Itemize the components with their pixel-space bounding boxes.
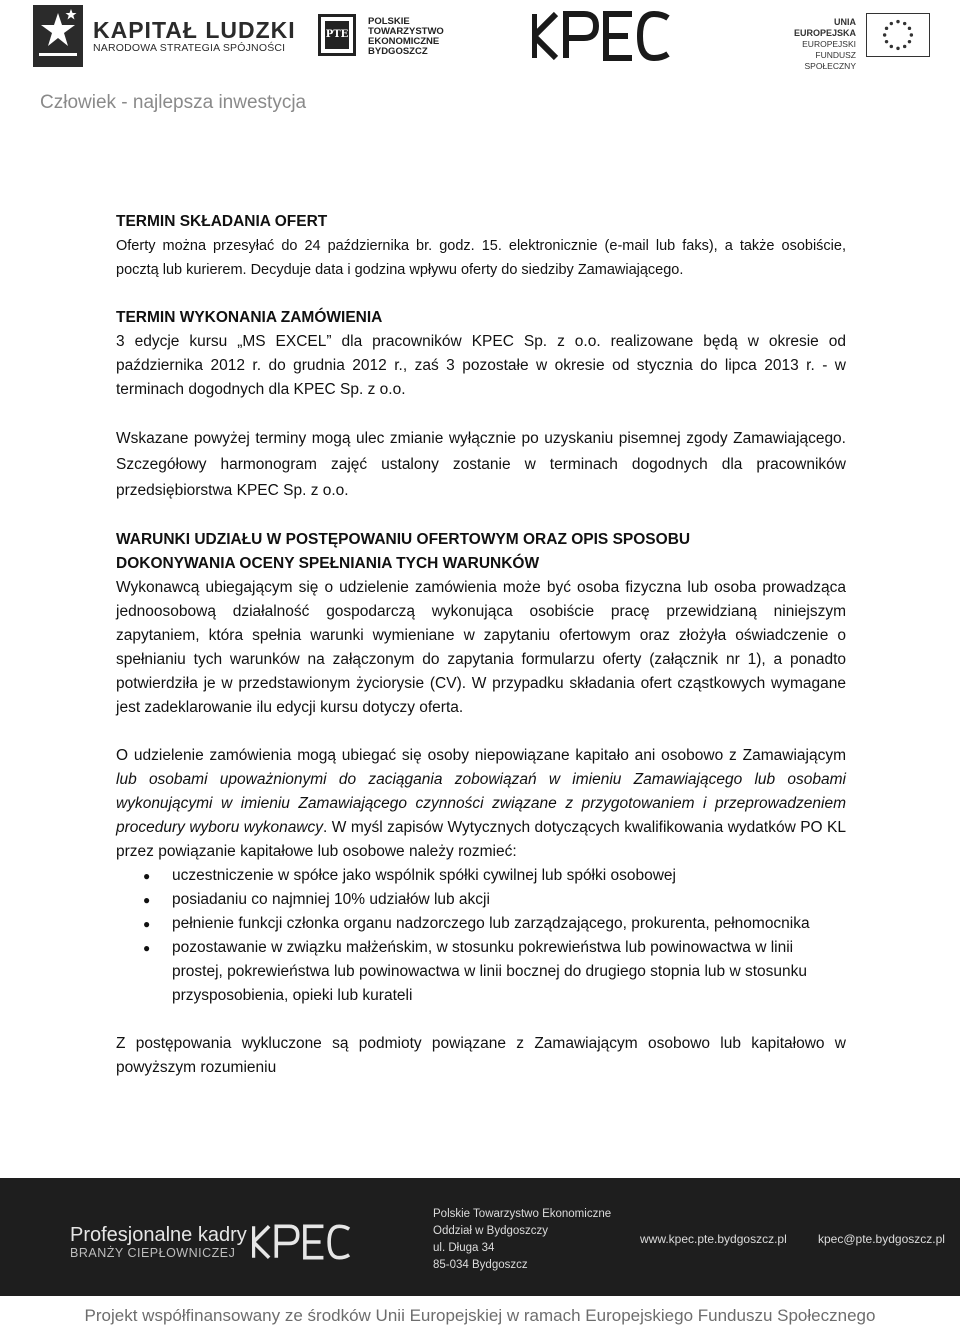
pte-name: [368, 17, 444, 57]
kapital-ludzki-subtitle: NARODOWA STRATEGIA SPÓJNOŚCI: [93, 42, 286, 54]
footer-kpec-logo: [252, 1222, 352, 1262]
list-item: ● uczestniczenie w spółce jako wspólnik spółki cywilnej lub spółki osobowej: [116, 864, 846, 888]
ue-line: FUNDUSZ SPOŁECZNY: [804, 50, 856, 71]
paragraph: Wykonawcą ubiegającym się o udzielenie zamówienia może być osoba fizyczna lub osoba prowadząca jednoosobową działalność gospodarczą wykonująca osobiście pracę przewidzianą niniejszym zapytaniem, która spełnia warunki wymieniane w zapytaniu ofertowym oraz złożyła oświadczenie o spełnianiu tych warunków na załączonym do zapytania formularzu oferty (załącznik nr 1), a ponadto potwierdziła je w przedstawionym życiorysie (CV). W przypadku składania ofert cząstkowych wymagane jest zadeklarowanie ilu edycji kursu dotyczy oferta.: [116, 579, 846, 716]
text-span: O udzielenie zamówienia mogą ubiegać się osoby niepowiązane kapitało ani osobowo z Zamawiającym: [116, 747, 846, 764]
document-body: [116, 210, 846, 1080]
address-line: ul. Długa 34: [433, 1242, 495, 1254]
bullet-list: [116, 864, 846, 1008]
cofinanced-note: Projekt współfinansowany ze środków Unii Europejskiej w ramach Europejskiego Funduszu Społecznego: [84, 1306, 876, 1325]
paragraph: Wskazane powyżej terminy mogą ulec zmianie wyłącznie po uzyskaniu pisemnej zgody Zamawiającego. Szczegółowy harmonogram zajęć ustalony zostanie w terminach dogodnych dla pracowników przedsiębiorstwa KPEC Sp. z o.o.: [116, 430, 846, 499]
section-heading: TERMIN WYKONANIA ZAMÓWIENIA: [116, 309, 383, 326]
footer-prof: Profesjonalne kadry: [70, 1224, 247, 1246]
kapital-ludzki-logo-icon: [33, 5, 83, 67]
paragraph: Z postępowania wykluczone są podmioty powiązane z Zamawiającym osobowo lub kapitałowo w powyższym rozumieniu: [116, 1035, 846, 1076]
footer-branza: BRANŻY CIEPŁOWNICZEJ: [70, 1246, 236, 1260]
address-line: 85-034 Bydgoszcz: [433, 1259, 528, 1271]
address-line: Polskie Towarzystwo Ekonomiczne: [433, 1208, 612, 1220]
footer-email-link[interactable]: kpec@pte.bydgoszcz.pl: [818, 1232, 945, 1246]
pte-line: POLSKIE: [368, 16, 410, 27]
paragraph: 3 edycje kursu „MS EXCEL” dla pracowników KPEC Sp. z o.o. realizowane będą w okresie od października 2012 r. do grudnia 2012 r., zaś 3 pozostałe w okresie od stycznia do lipca 2013 r. - w terminach dogodnych dla KPEC Sp. z o.o.: [116, 333, 846, 398]
kapital-ludzki-text: [93, 18, 296, 54]
pte-line: TOWARZYSTWO: [368, 26, 444, 37]
address-line: Oddział w Bydgoszczy: [433, 1225, 549, 1237]
italic-text-span: lub osobami upoważnionymi do zaciągania zobowiązań w imieniu Zamawiającego lub osobami wykonującymi w imieniu Zamawiającego czynności związane z przygotowaniem i przeprowadzeniem procedury wyboru wykonawcy: [116, 771, 846, 836]
pte-line: EKONOMICZNE: [368, 36, 440, 47]
pte-logo-icon: PTE: [318, 14, 356, 56]
footer-website-link[interactable]: www.kpec.pte.bydgoszcz.pl: [640, 1232, 787, 1246]
tagline: Człowiek - najlepsza inwestycja: [40, 92, 307, 113]
text-span: . W myśl zapisów Wytycznych dotyczących kwalifikowania wydatków PO KL przez powiązanie kapitałowe lub osobowe należy rozmieć:: [116, 819, 846, 860]
page-footer: [0, 1178, 960, 1296]
paragraph: [116, 744, 846, 864]
footer-slogan: [70, 1224, 247, 1260]
ue-line: EUROPEJSKI: [802, 39, 856, 49]
kpec-logo: [532, 10, 672, 62]
list-item: ● posiadaniu co najmniej 10% udziałów lub akcji: [116, 888, 846, 912]
list-item: ● pozostawanie w związku małżeńskim, w stosunku pokrewieństwa lub powinowactwa w linii prostej, pokrewieństwa lub powinowactwa w linii bocznej do drugiego stopnia lub w stosunku przysposobienia, opieki lub kurateli: [116, 936, 846, 1008]
page-header: [0, 0, 960, 113]
ue-text: [770, 17, 856, 72]
list-item: ● pełnienie funkcji członka organu nadzorczego lub zarządzającego, prokurenta, pełnomocnika: [116, 912, 846, 936]
section-heading: WARUNKI UDZIAŁU W POSTĘPOWANIU OFERTOWYM ORAZ OPIS SPOSOBU: [116, 531, 691, 548]
section-heading: DOKONYWANIA OCENY SPEŁNIANIA TYCH WARUNKÓW: [116, 555, 540, 572]
ue-line: UNIA EUROPEJSKA: [793, 17, 856, 38]
paragraph: Oferty można przesyłać do 24 października br. godz. 15. elektronicznie (e-mail lub faks), a także osobiście, pocztą lub kurierem. Decyduje data i godzina wpływu oferty do siedziby Zamawiającego.: [116, 238, 846, 278]
kapital-ludzki-title: KAPITAŁ LUDZKI: [93, 17, 296, 43]
pte-line: BYDGOSZCZ: [368, 46, 428, 57]
section-heading: TERMIN SKŁADANIA OFERT: [116, 213, 328, 230]
eu-flag-icon: [866, 13, 930, 57]
footer-address: [433, 1206, 611, 1274]
